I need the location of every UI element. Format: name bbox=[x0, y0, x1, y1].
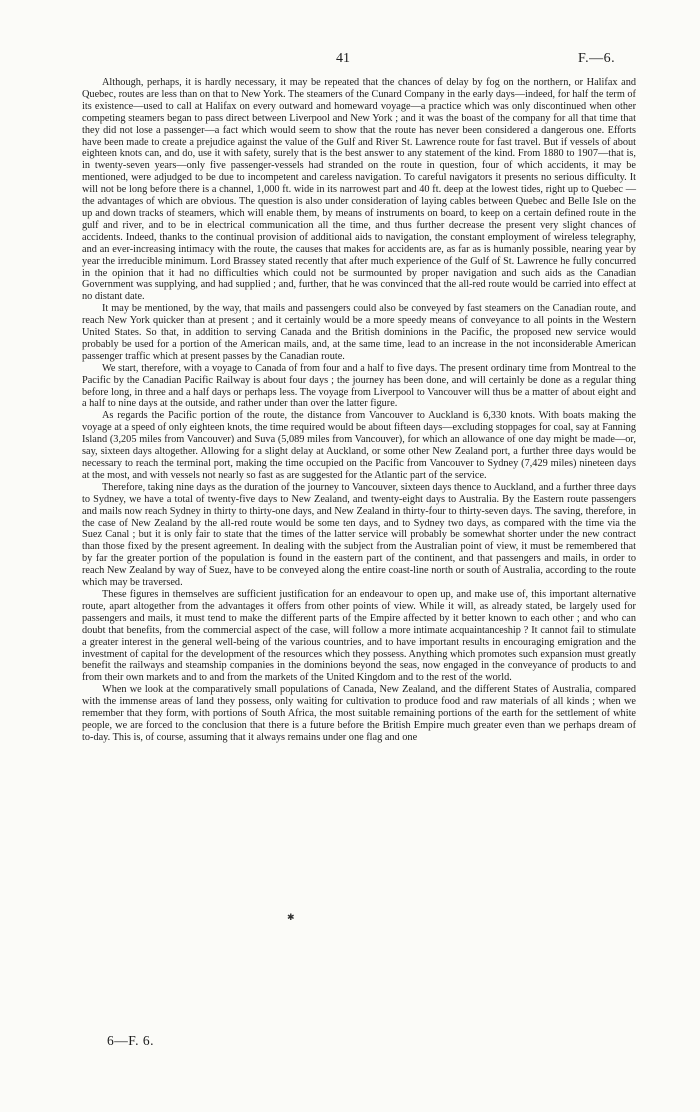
page-number: 41 bbox=[336, 51, 350, 66]
paragraph-populations: When we look at the comparatively small populations of Canada, New Zealand, and the different States of Australia, compared with the immense areas of land they possess, only waiting for cultivation to produce food and raw materials of all kinds ; when we remember that they form, with portions of South Africa, the most suitable remaining portions of the earth for the settlement of white people, we are forced to the conclusion that there is a future before the British Empire much greater even than we perhaps dream of to-day. This is, of course, assuming that it always remains under one flag and one bbox=[82, 684, 636, 743]
document-code-header: F.—6. bbox=[578, 51, 616, 66]
paragraph-mails-new-york: It may be mentioned, by the way, that mails and passengers could also be conveyed by fast steamers on the Canadian route, and reach New York quicker than at present ; and it certainly would be a more speedy means of conveyance to all points in the Western United States. So that, in addition to serving Canada and the British dominions in the Pacific, the proposed new service would probably be used for a portion of the American mails, and, at the same time, lead to an increase in the not inconsiderable American passenger traffic which at present passes by the Canadian route. bbox=[82, 303, 636, 362]
signature-code-footer: 6—F. 6. bbox=[107, 1033, 155, 1048]
paragraph-duration-total: Therefore, taking nine days as the duration of the journey to Vancouver, sixteen days thence to Auckland, and a further three days to Sydney, we have a total of twenty-five days to New Zealand, and twenty-eight days to Australia. By the Eastern route passengers and mails now reach Sydney in thirty to thirty-one days, and New Zealand in thirty-four to thirty-seven days. The saving, therefore, in the case of New Zealand by the all-red route would be some ten days, and to Sydney two days, as compared with the time via the Suez Canal ; but it is only fair to state that the times of the latter service will probably be somewhat shorter under the new contract than those fixed by the present agreement. In dealing with the subject from the Australian point of view, it must be remembered that by far the greater portion of the population is found in the eastern part of the continent, and that passengers and mails, in order to reach New Zealand by way of Suez, have to be conveyed along the entire coast-line north or south of Australia, according to the route which may be traversed. bbox=[82, 481, 636, 589]
body-text bbox=[82, 77, 636, 744]
printer-mark-icon: ✱ bbox=[287, 912, 295, 922]
paragraph-pacific-portion: As regards the Pacific portion of the route, the distance from Vancouver to Auckland is 6,330 knots. With boats making the voyage at a speed of only eighteen knots, the time required would be about fifteen days—excluding stoppages for coal, say at Fanning Island (3,205 miles from Vancouver) and Suva (5,089 miles from Vancouver), for which an allowance of one day might be made—or, say, sixteen days altogether. Allowing for a slight delay at Auckland, or some other New Zealand port, a further three days would be necessary to reach the terminal port, making the time occupied on the Pacific from Vancouver to Sydney (7,429 miles) nineteen days at the most, and with vessels not nearly so fast as are suggested for the Atlantic part of the service. bbox=[82, 410, 636, 481]
paragraph-voyage-canada: We start, therefore, with a voyage to Canada of from four and a half to five days. The present ordinary time from Montreal to the Pacific by the Canadian Pacific Railway is about four days ; the journey has been done, and will certainly be done as a regular thing before long, in three and a half days or perhaps less. The voyage from Liverpool to Vancouver will thus be a matter of about eight and a half to nine days at the outside, and rather under than over the latter figure. bbox=[82, 362, 636, 410]
paragraph-justification: These figures in themselves are sufficient justification for an endeavour to open up, and make use of, this important alternative route, apart altogether from the advantages it offers from other points of view. While it will, as already stated, be largely used for passengers and mails, it must tend to make the different parts of the Empire affected by it better known to each other ; and who can doubt that benefits, from the commercial aspect of the case, will follow a more intimate acquaintanceship ? It cannot fail to stimulate a greater interest in the general well-being of the various countries, and to have important results in encouraging emigration and the investment of capital for the development of the resources which they possess. Anything which promotes such expansion must greatly benefit the railways and steamship companies in the dominions beyond the seas, now engaged in the conveyance of products to and from their own markets and to and from the markets of the United Kingdom and to the rest of the world. bbox=[82, 588, 636, 684]
paragraph-fog-routes: Although, perhaps, it is hardly necessary, it may be repeated that the chances of delay by fog on the northern, or Halifax and Quebec, routes are less than on that to New York. The steamers of the Cunard Company in the early days—indeed, for half the term of its existence—used to call at Halifax on every outward and homeward voyage—a practice which was only discontinued when other competing steamers began to pass direct between Liverpool and New York ; and it was the boast of the company for all that time that they did not lose a passenger—a fact which would seem to show that the route has never been considered a dangerous one. Efforts have been made to create a prejudice against the value of the Gulf and River St. Lawrence route for fast travel. But if vessels of about eighteen knots can, and do, use it with safety, surely that is the best answer to any statement of the kind. From 1880 to 1907—that is, in twenty-seven years—only five passenger-vessels had stranded on the route in question, four of which accidents, it may be mentioned, were adjudged to be due to incompetent and careless navigation. To careful navigators it presents no serious difficulty. It will not be long before there is a channel, 1,000 ft. wide in its narrowest part and 40 ft. deep at the lowest tides, right up to Quebec —the advantages of which are obvious. The question is also under consideration of laying cables between Quebec and Belle Isle on the up and down tracks of steamers, which will enable them, by means of instruments on board, to keep on a certain defined route in the gulf and river, and to be in electrical communication all the time, and thus further decrease the present very slight chances of accidents. Indeed, thanks to the continual provision of additional aids to navigation, the constant employment of wireless telegraphy, and an ever-increasing intimacy with the route, the causes that makes for accidents are, as far as is humanly possible, nearing year by year the irreducible minimum. Lord Brassey stated recently that after much experience of the Gulf of St. Lawrence he fully concurred in the opinion that it had no difficulties which could not be surmounted by proper navigation and such aids as the Canadian Government was supplying, and had supplied ; and, further, that he was convinced that the all-red route would be carried into effect at no distant date. bbox=[82, 77, 636, 303]
